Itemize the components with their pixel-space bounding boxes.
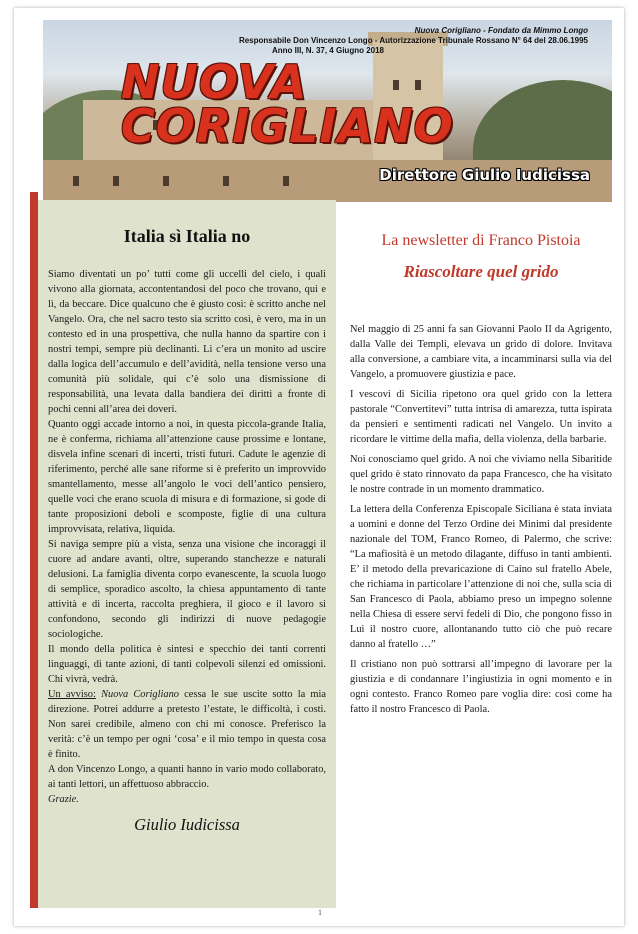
masthead-director: Direttore Giulio Iudicissa — [379, 166, 590, 184]
notice-newspaper-name: Nuova Corigliano — [101, 689, 179, 700]
right-paragraph: Nel maggio di 25 anni fa san Giovanni Paolo II da Agrigento, dalla Valle dei Templi, elevava un grido di dolore. Invitava alla conversione, a cambiare vita, a incamminarsi sulla via del Vangelo, a promuovere giustizia e pace. — [350, 324, 612, 380]
page-number: 1 — [318, 908, 322, 917]
left-paragraph: Si naviga sempre più a vista, senza una visione che incoraggi il cuore ad andare avanti, oltre, superando stanchezze e naturali delusioni. La famiglia diventa corpo evanescente, la scuola luogo di semplice, sporadico ascolto, la chiesa appuntamento di tante attività e di incerta, raccolta preghiera, il gioco e il lavoro si confondono, secondo gli indirizzi di nuove pedagogie sociologiche. — [48, 539, 326, 640]
right-article-headline: Riascoltare quel grido — [403, 262, 559, 281]
window-decoration — [283, 176, 289, 186]
right-paragraph: I vescovi di Sicilia ripetono ora quel grido con la lettera pastorale “Convertitevi” tutta intrisa di amarezza, tutta ispirata da pensieri e sentimenti radicati nel Vangelo. Un invito a ricordare le vittime della mafia, della violenza, della barbarie. — [350, 389, 612, 445]
notice-label: Un avviso: — [48, 689, 96, 700]
notice-text: cessa le sue uscite sotto la mia direzione. Potrei addurre a pretesto l’estate, le difficoltà, i costi. Non sarei credibile, almeno con chi mi conosce. Preferisco la verità: c’è un tempo per ogni ‘cosa’ e il mio tempo in questa cosa è finito. — [48, 689, 327, 760]
left-signature: Giulio Iudicissa — [134, 815, 240, 834]
right-paragraph: Noi conosciamo quel grido. A noi che viviamo nella Sibaritide quel grido è stato rinnovato da papa Francesco, che ha visitato le nostre contrade in un momento drammatico. — [350, 454, 612, 495]
left-notice-paragraph — [48, 687, 326, 762]
masthead-issue-line: Anno III, N. 37, 4 Giugno 2018 — [271, 46, 384, 55]
window-decoration — [163, 176, 169, 186]
masthead-title: NUOVA CORIGLIANO — [121, 55, 454, 153]
window-decoration — [113, 176, 119, 186]
left-closing: Grazie. — [48, 794, 79, 805]
right-article — [350, 232, 612, 722]
right-article-body — [350, 322, 612, 717]
masthead-founder-line: Nuova Corigliano - Fondato da Mimmo Longo — [414, 26, 588, 35]
right-paragraph: La lettera della Conferenza Episcopale Siciliana è stata inviata a uomini e donne del Terzo Ordine dei Minimi dal presidente nazionale del TOM, Franco Romeo, di Palermo, che scrive: “La mafiosità è un metodo dilagante, diffuso in tanti ambienti. E’ il metodo della prevaricazione di Caino sul fratello Abele, che richiama in particolare l’attenzione di noi che, sulla scia di San Francesco di Paola, abbiamo preso un impegno solenne nella Chiesa di essere servi fedeli di Dio, che pongono fisso in Lui il nostro cuore, allontanando tutto ciò che può recare danno al fratello …” — [350, 504, 612, 650]
left-article — [38, 200, 336, 908]
masthead-responsible-line: Responsabile Don Vincenzo Longo - Autorizzazione Tribunale Rossano N° 64 del 28.06.1995 — [238, 36, 588, 45]
left-paragraph: Quanto oggi accade intorno a noi, in questa piccola-grande Italia, ne è conferma, richiama all’attenzione cause prossime e lontane, disvela infine scenari di incerti, tristi futuri. Cadute le agenzie di riferimento, perché alle sane riforme si è preferito un improvvido smantellamento, messe all’angolo le voci dell’antico pensiero, quelle voci che erano scuola di misura e di formazione, si gode di tante proposizioni deboli e scomposte, figlie di una cultura improvvisata, relativa, liquida. — [48, 419, 326, 535]
window-decoration — [223, 176, 229, 186]
left-thanks-paragraph: A don Vincenzo Longo, a quanti hanno in vario modo collaborato, ai tanti lettori, un affettuoso abbraccio. — [48, 764, 326, 790]
right-article-kicker: La newsletter di Franco Pistoia — [381, 232, 581, 249]
left-paragraph: Il mondo della politica è sintesi e specchio dei tanti correnti linguaggi, di tante azioni, di tanti colpevoli silenzi ed omissioni. Chi vivrà, vedrà. — [48, 644, 326, 685]
left-article-title: Italia sì Italia no — [123, 226, 251, 246]
right-paragraph: Il cristiano non può sottrarsi all’impegno di lavorare per la giustizia e di condannare l’ingiustizia in ogni momento e in ogni contesto. Franco Romeo pare voglia dire: così come ha fatto il nostro Francesco di Paola. — [350, 659, 612, 715]
left-paragraph: Siamo diventati un po’ tutti come gli uccelli del cielo, i quali vivono alla giornata, accontentandosi del poco che trovano, qui e lì, da beccare. Dice qualcuno che è giusto così: è scritto anche nel Vangelo. Ora, che nel sacro testo sia scritto così, è vero, ma in un contesto ed in una prospettiva, che nulla hanno da spartire con i nostri tempi, sempre più declinanti. Lì c’era un monito ad uscire dalla logica dell’accumulo e dell’avidità, nella tensione verso una comunità più solidale, qui c’è solo una dismissione di responsabilità, una levata dalla bandiera dei diritti a fronte di pochi cenni all’area dei doveri. — [48, 269, 326, 415]
left-article-body — [48, 267, 326, 807]
window-decoration — [73, 176, 79, 186]
masthead — [43, 20, 612, 202]
accent-bar — [30, 192, 38, 908]
